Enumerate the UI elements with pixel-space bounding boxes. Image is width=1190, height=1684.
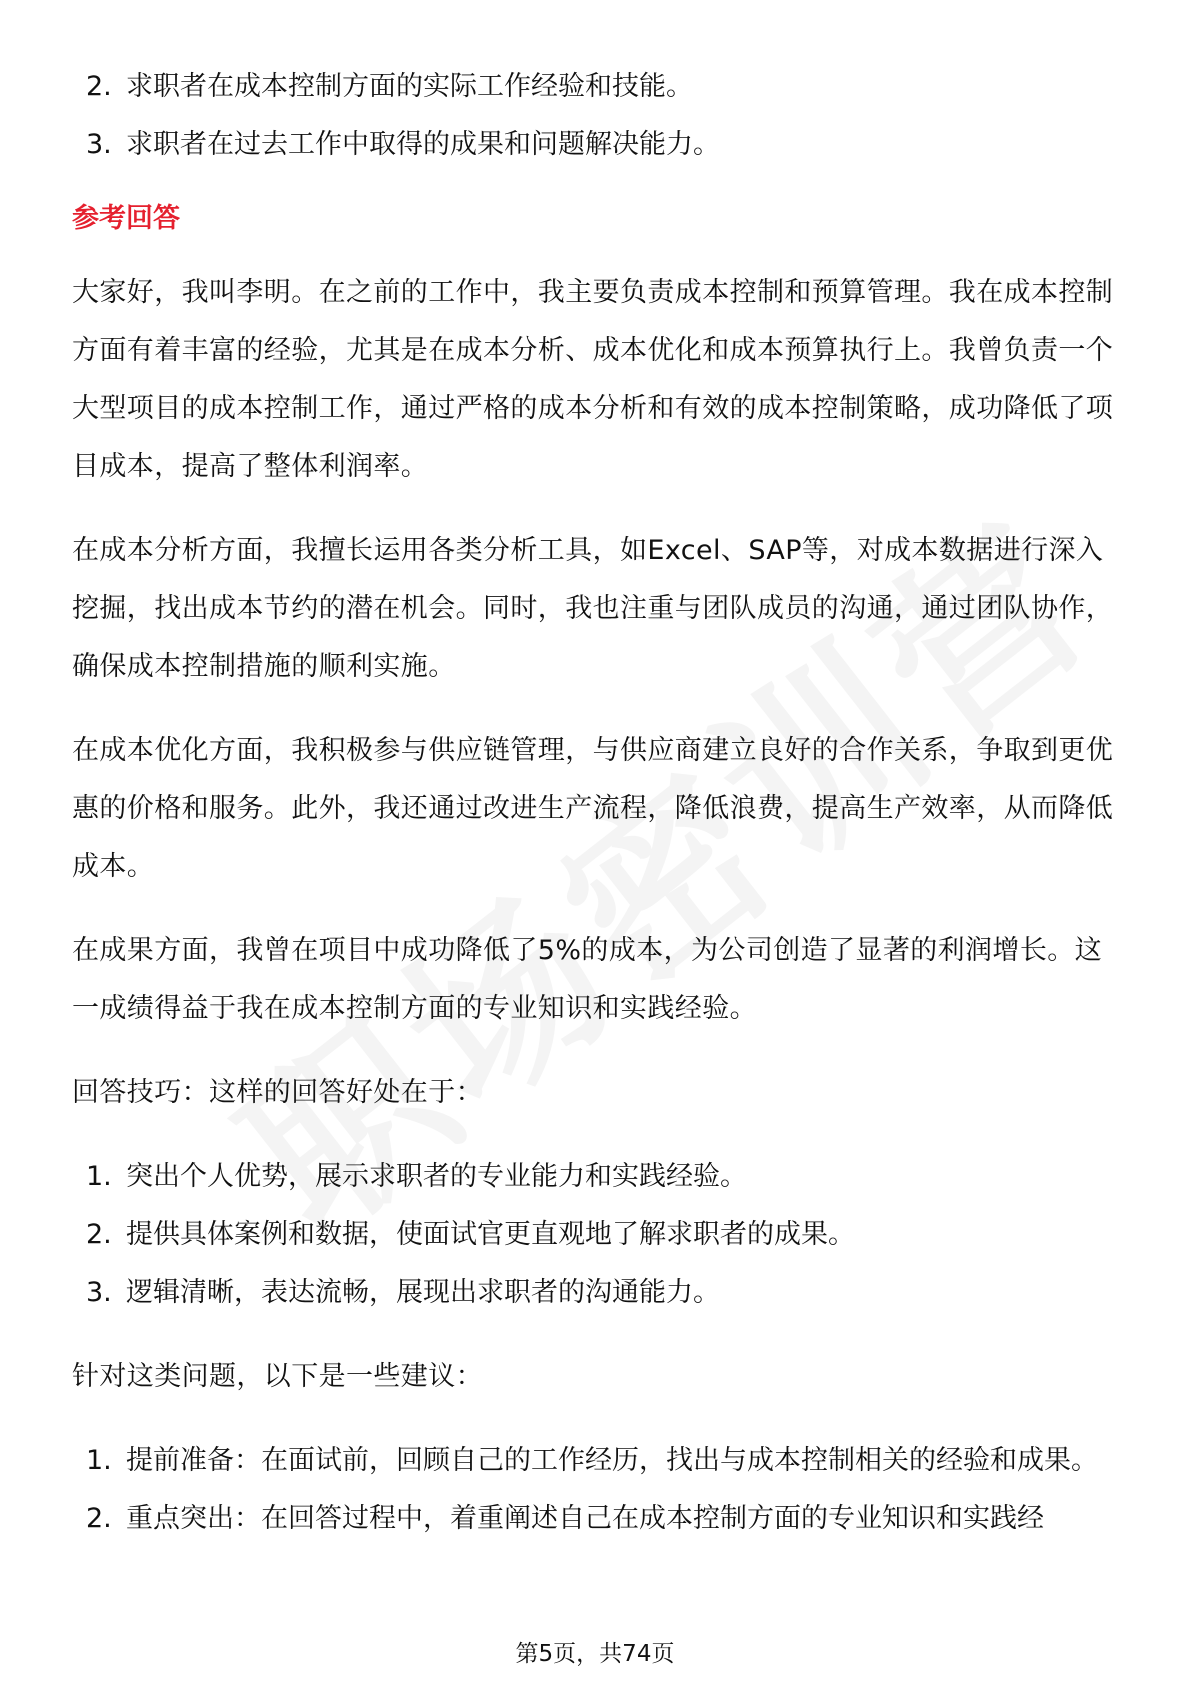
advice-intro: 针对这类问题，以下是一些建议： — [72, 1361, 483, 1392]
advice-list — [72, 1432, 1122, 1548]
section-heading: 参考回答 — [72, 203, 180, 234]
tips-list — [72, 1148, 1122, 1322]
list-text: 提供具体案例和数据，使面试官更直观地了解求职者的成果。 — [126, 1219, 855, 1250]
page-content — [72, 58, 1122, 1548]
list-item — [72, 1148, 1122, 1206]
list-number: 2. — [86, 71, 112, 102]
tips-intro: 回答技巧：这样的回答好处在于： — [72, 1077, 483, 1108]
list-number: 2. — [86, 1219, 112, 1250]
list-number: 1. — [86, 1161, 112, 1192]
list-text: 求职者在过去工作中取得的成果和问题解决能力。 — [126, 129, 720, 160]
list-number: 3. — [86, 1277, 112, 1308]
list-text: 逻辑清晰，表达流畅，展现出求职者的沟通能力。 — [126, 1277, 720, 1308]
list-item — [72, 58, 1122, 116]
list-item — [72, 1490, 1122, 1548]
list-number: 1. — [86, 1445, 112, 1476]
answer-paragraph: 大家好，我叫李明。在之前的工作中，我主要负责成本控制和预算管理。我在成本控制方面有着丰富的经验，尤其是在成本分析、成本优化和成本预算执行上。我曾负责一个大型项目的成本控制工作，通过严格的成本分析和有效的成本控制策略，成功降低了项目成本，提高了整体利润率。 — [72, 277, 1114, 482]
answer-paragraph: 在成本优化方面，我积极参与供应链管理，与供应商建立良好的合作关系，争取到更优惠的价格和服务。此外，我还通过改进生产流程，降低浪费，提高生产效率，从而降低成本。 — [72, 735, 1114, 882]
answer-paragraph: 在成本分析方面，我擅长运用各类分析工具，如Excel、SAP等，对成本数据进行深入挖掘，找出成本节约的潜在机会。同时，我也注重与团队成员的沟通，通过团队协作，确保成本控制措施的顺利实施。 — [72, 535, 1114, 682]
list-item — [72, 1264, 1122, 1322]
list-text: 求职者在成本控制方面的实际工作经验和技能。 — [126, 71, 693, 102]
page-number-footer: 第5页，共74页 — [515, 1641, 675, 1667]
list-text: 重点突出：在回答过程中，着重阐述自己在成本控制方面的专业知识和实践经 — [126, 1503, 1044, 1534]
list-item — [72, 1432, 1122, 1490]
list-text: 突出个人优势，展示求职者的专业能力和实践经验。 — [126, 1161, 747, 1192]
answer-paragraph: 在成果方面，我曾在项目中成功降低了5%的成本，为公司创造了显著的利润增长。这一成绩得益于我在成本控制方面的专业知识和实践经验。 — [72, 935, 1103, 1024]
list-item — [72, 116, 1122, 174]
criteria-list — [72, 58, 1122, 174]
list-item — [72, 1206, 1122, 1264]
list-number: 3. — [86, 129, 112, 160]
list-text: 提前准备：在面试前，回顾自己的工作经历，找出与成本控制相关的经验和成果。 — [126, 1445, 1098, 1476]
list-number: 2. — [86, 1503, 112, 1534]
